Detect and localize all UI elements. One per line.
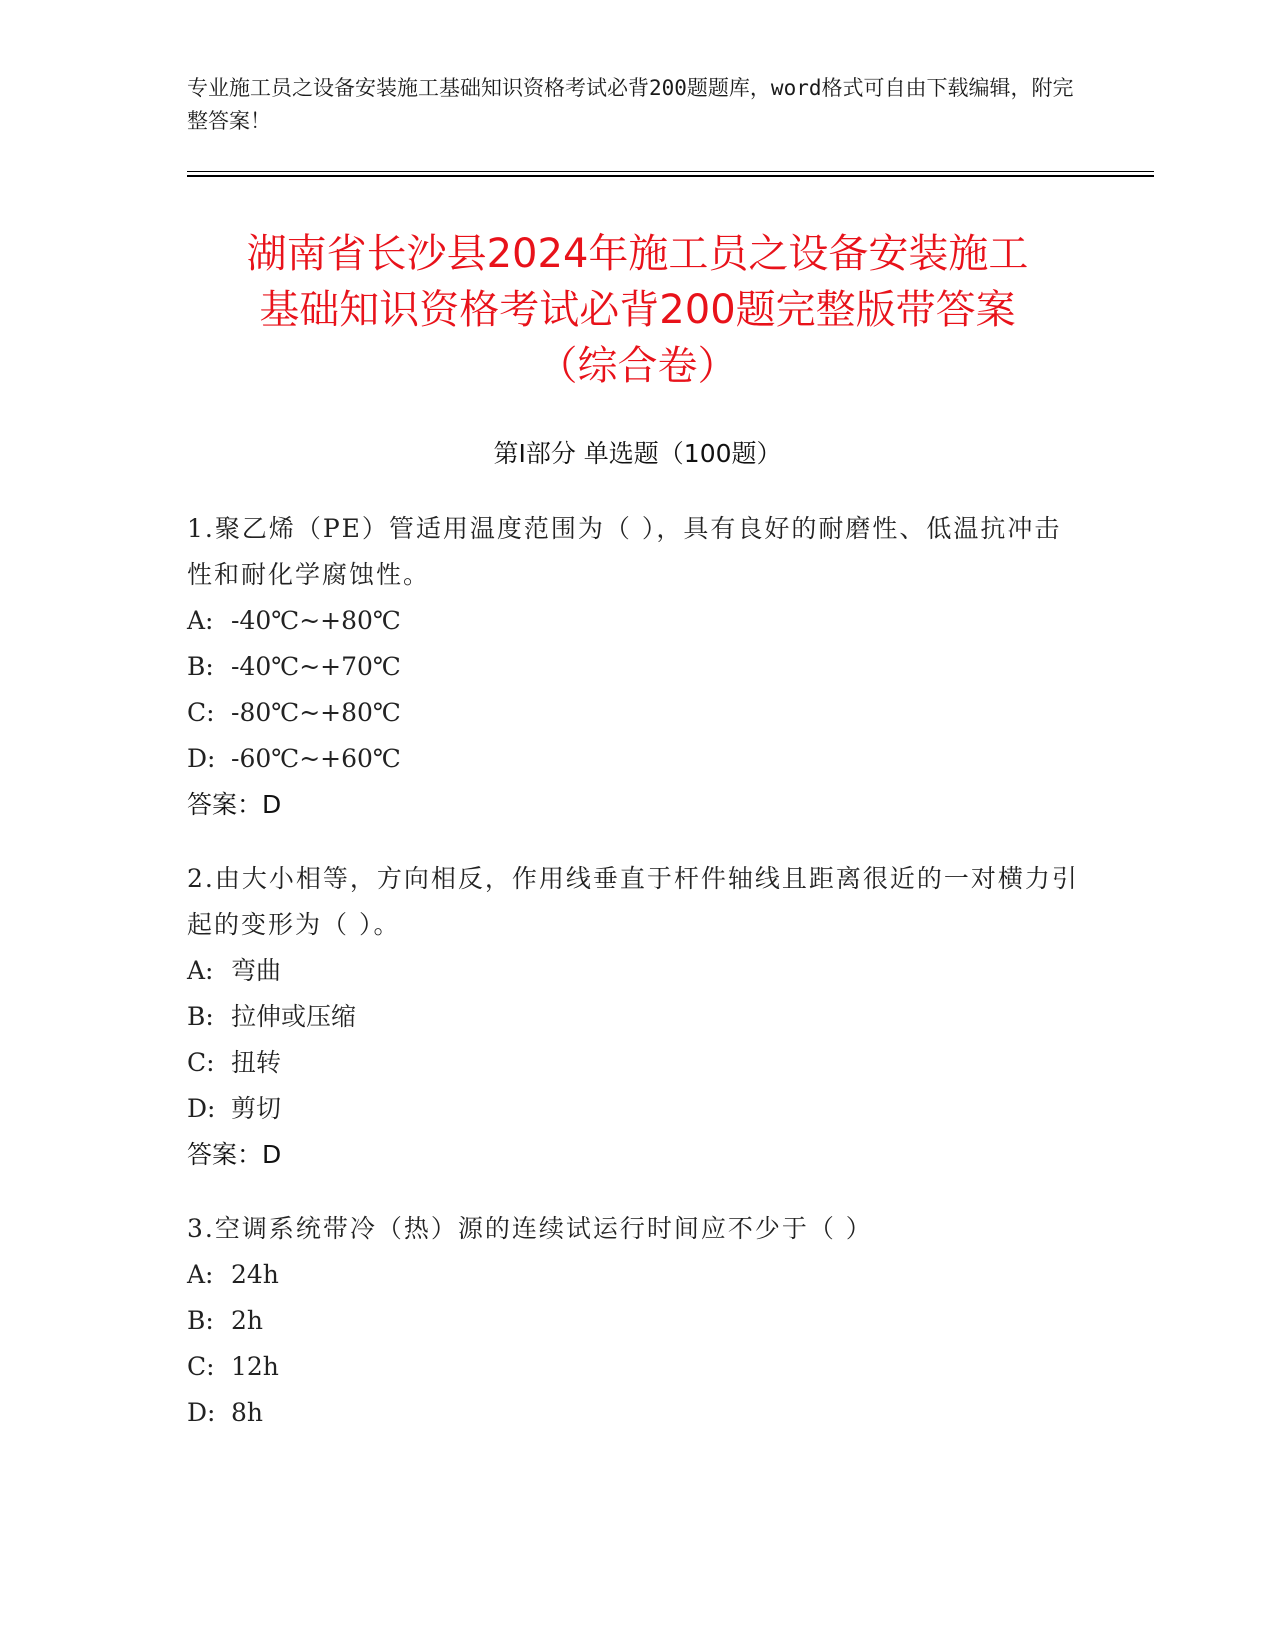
answer: 答案：D <box>187 1140 282 1169</box>
question-text: 1.聚乙烯（PE）管适用温度范围为（ ），具有良好的耐磨性、低温抗冲击性和耐化学腐蚀性。 <box>187 514 1062 589</box>
header-note: 专业施工员之设备安装施工基础知识资格考试必背200题题库，word格式可自由下载编辑，附完整答案！ <box>187 76 1074 133</box>
option-a: A: 弯曲 <box>187 956 282 985</box>
option-d: D: 8h <box>187 1398 264 1427</box>
title-line-1: 湖南省长沙县2024年施工员之设备安装施工 <box>246 231 1029 277</box>
option-a: A: 24h <box>187 1260 279 1289</box>
option-c: C: -80℃~+80℃ <box>187 698 401 727</box>
option-c: C: 扭转 <box>187 1048 282 1077</box>
question-2 <box>187 856 1087 1178</box>
document-title <box>150 226 1125 394</box>
question-text: 2.由大小相等，方向相反，作用线垂直于杆件轴线且距离很近的一对横力引起的变形为（ ）。 <box>187 864 1079 939</box>
title-line-3: （综合卷） <box>537 343 738 389</box>
option-b: B: 拉伸或压缩 <box>187 1002 357 1031</box>
option-c: C: 12h <box>187 1352 279 1381</box>
question-text: 3.空调系统带冷（热）源的连续试运行时间应不少于（ ） <box>187 1214 873 1243</box>
section-heading: 第Ⅰ部分 单选题（100题） <box>493 439 782 468</box>
option-b: B: 2h <box>187 1306 264 1335</box>
option-b: B: -40℃~+70℃ <box>187 652 401 681</box>
header-divider-thick <box>187 175 1154 177</box>
header-divider-thin <box>187 171 1154 172</box>
question-1 <box>187 506 1087 828</box>
option-d: D: -60℃~+60℃ <box>187 744 401 773</box>
question-3 <box>187 1206 1087 1436</box>
answer: 答案：D <box>187 790 282 819</box>
option-a: A: -40℃~+80℃ <box>187 606 401 635</box>
title-line-2: 基础知识资格考试必背200题完整版带答案 <box>259 287 1016 333</box>
option-d: D: 剪切 <box>187 1094 282 1123</box>
